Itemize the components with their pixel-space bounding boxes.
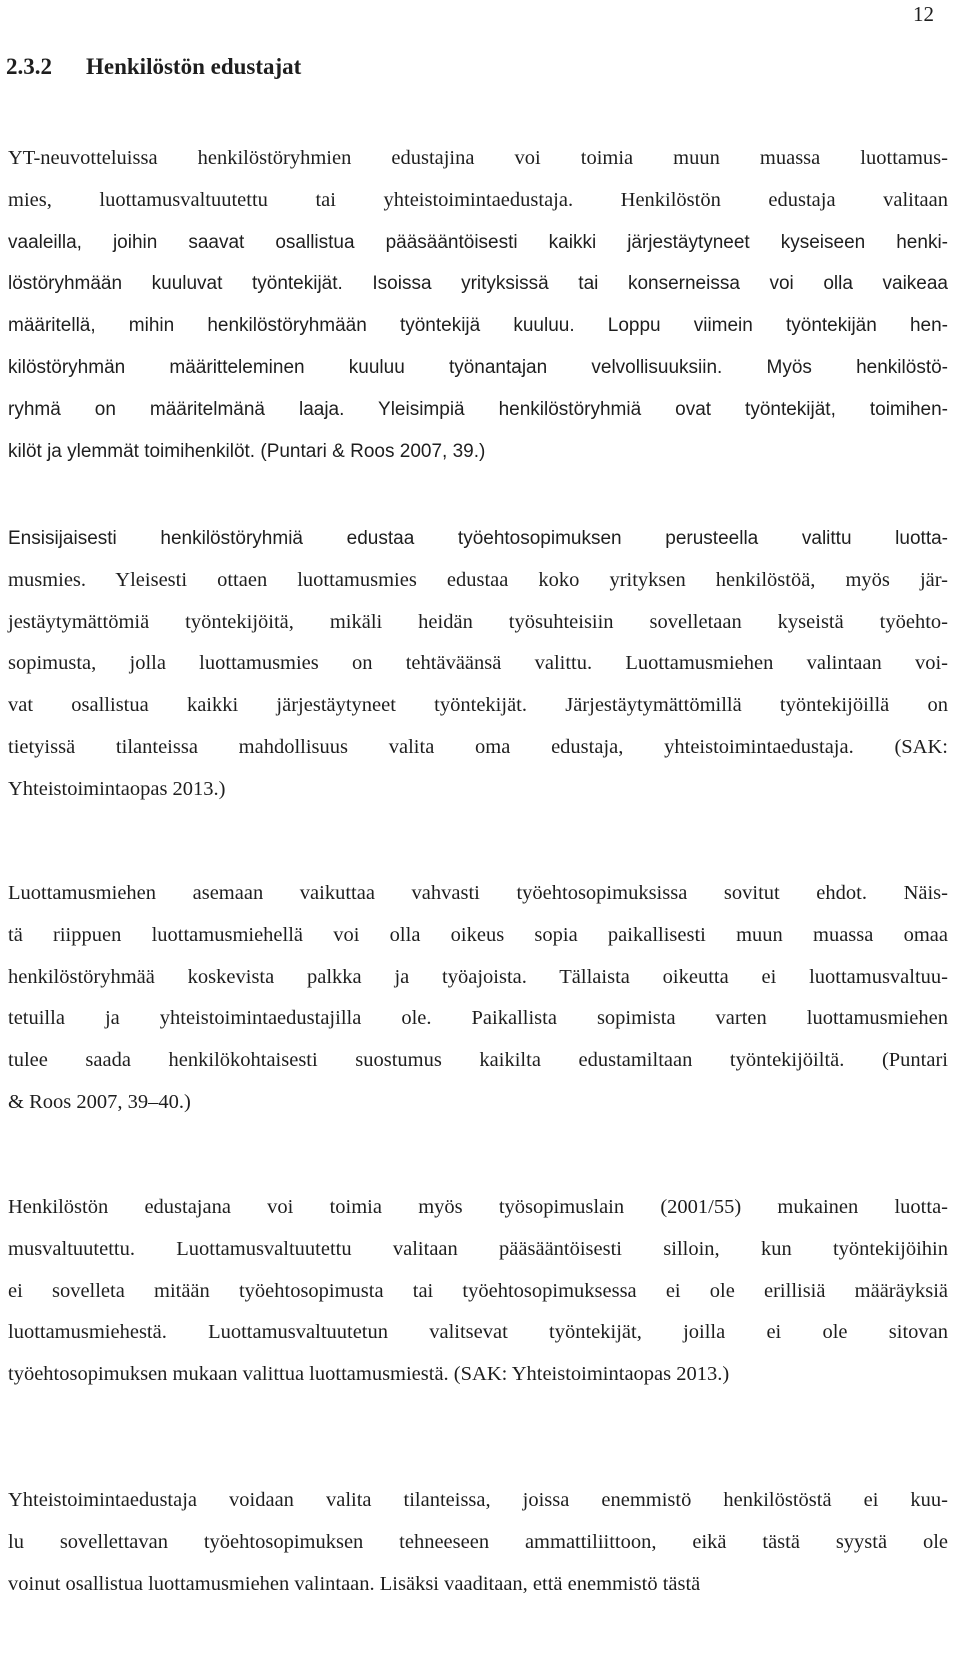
text-line: henkilöstöryhmää koskevista palkka ja työajoista. Tällaista oikeutta ei luottamusvaltuu-: [8, 965, 948, 988]
text-line: kilöt ja ylemmät toimihenkilöt. (Puntari & Roos 2007, 39.): [8, 440, 486, 462]
section-number: 2.3.2: [6, 54, 52, 79]
text-line: vaaleilla, joihin saavat osallistua pääsääntöisesti kaikki järjestäytyneet kyseiseen henki-: [8, 231, 948, 253]
paragraph: [8, 1187, 948, 1396]
text-line: tietyissä tilanteissa mahdollisuus valita oma edustaja, yhteistoimintaedustaja. (SAK:: [8, 735, 948, 758]
text-line: kilöstöryhmän määritteleminen kuuluu työnantajan velvollisuuksiin. Myös henkilöstö-: [8, 356, 948, 378]
text-line: ei sovelleta mitään työehtosopimusta tai työehtosopimuksessa ei ole erillisiä määräyksiä: [8, 1279, 948, 1302]
text-line: tä riippuen luottamusmiehellä voi olla oikeus sopia paikallisesti muun muassa omaa: [8, 923, 948, 946]
paragraph: [8, 1480, 948, 1605]
text-line: & Roos 2007, 39–40.): [8, 1090, 191, 1113]
text-line: musmies. Yleisesti ottaen luottamusmies edustaa koko yrityksen henkilöstöä, myös jär-: [8, 568, 948, 591]
text-line: mies, luottamusvaltuutettu tai yhteistoimintaedustaja. Henkilöstön edustaja valitaan: [8, 188, 948, 211]
text-line: luottamusmiehestä. Luottamusvaltuutetun valitsevat työntekijät, joilla ei ole sitovan: [8, 1321, 948, 1344]
text-line: jestäytymättömiä työntekijöitä, mikäli heidän työsuhteisiin sovelletaan kyseistä työehto-: [8, 610, 948, 633]
text-line: löstöryhmään kuuluvat työntekijät. Isoissa yrityksissä tai konserneissa voi olla vaikeaa: [8, 273, 948, 295]
text-line: sopimusta, jolla luottamusmies on tehtäväänsä valittu. Luottamusmiehen valintaan voi-: [8, 652, 948, 675]
text-line: vat osallistua kaikki järjestäytyneet työntekijät. Järjestäytymättömillä työntekijöillä on: [8, 694, 948, 717]
text-line: Henkilöstön edustajana voi toimia myös työsopimuslain (2001/55) mukainen luotta-: [8, 1196, 948, 1218]
section-heading: [6, 54, 301, 80]
text-line: tetuilla ja yhteistoimintaedustajilla ole. Paikallista sopimista varten luottamusmiehen: [8, 1007, 948, 1030]
page-number: 12: [913, 2, 934, 26]
paragraph: [8, 873, 948, 1124]
text-line: YT-neuvotteluissa henkilöstöryhmien edustajina voi toimia muun muassa luottamus-: [8, 147, 948, 169]
text-line: Yhteistoimintaopas 2013.): [8, 777, 226, 800]
text-line: ryhmä on määritelmänä laaja. Yleisimpiä henkilöstöryhmiä ovat työntekijät, toimihen-: [8, 398, 948, 420]
text-line: määritellä, mihin henkilöstöryhmään työntekijä kuuluu. Loppu viimein työntekijän hen-: [8, 315, 948, 337]
text-line: musvaltuutettu. Luottamusvaltuutettu valitaan pääsääntöisesti silloin, kun työntekijöihin: [8, 1237, 948, 1260]
text-line: lu sovellettavan työehtosopimuksen tehneeseen ammattiliittoon, eikä tästä syystä ole: [8, 1530, 948, 1553]
paragraph: [8, 138, 948, 472]
text-line: Yhteistoimintaedustaja voidaan valita tilanteissa, joissa enemmistö henkilöstöstä ei kuu-: [8, 1489, 948, 1511]
text-line: voinut osallistua luottamusmiehen valintaan. Lisäksi vaaditaan, että enemmistö tästä: [8, 1572, 701, 1595]
paragraph: [8, 518, 948, 811]
text-line: Ensisijaisesti henkilöstöryhmiä edustaa työehtosopimuksen perusteella valittu luotta-: [8, 528, 948, 549]
section-title: Henkilöstön edustajat: [86, 54, 302, 79]
text-line: Luottamusmiehen asemaan vaikuttaa vahvasti työehtosopimuksissa sovitut ehdot. Näis-: [8, 882, 948, 904]
text-line: työehtosopimuksen mukaan valittua luottamusmiestä. (SAK: Yhteistoimintaopas 2013.): [8, 1363, 730, 1386]
text-line: tulee saada henkilökohtaisesti suostumus kaikilta edustamiltaan työntekijöiltä. (Puntari: [8, 1049, 948, 1072]
